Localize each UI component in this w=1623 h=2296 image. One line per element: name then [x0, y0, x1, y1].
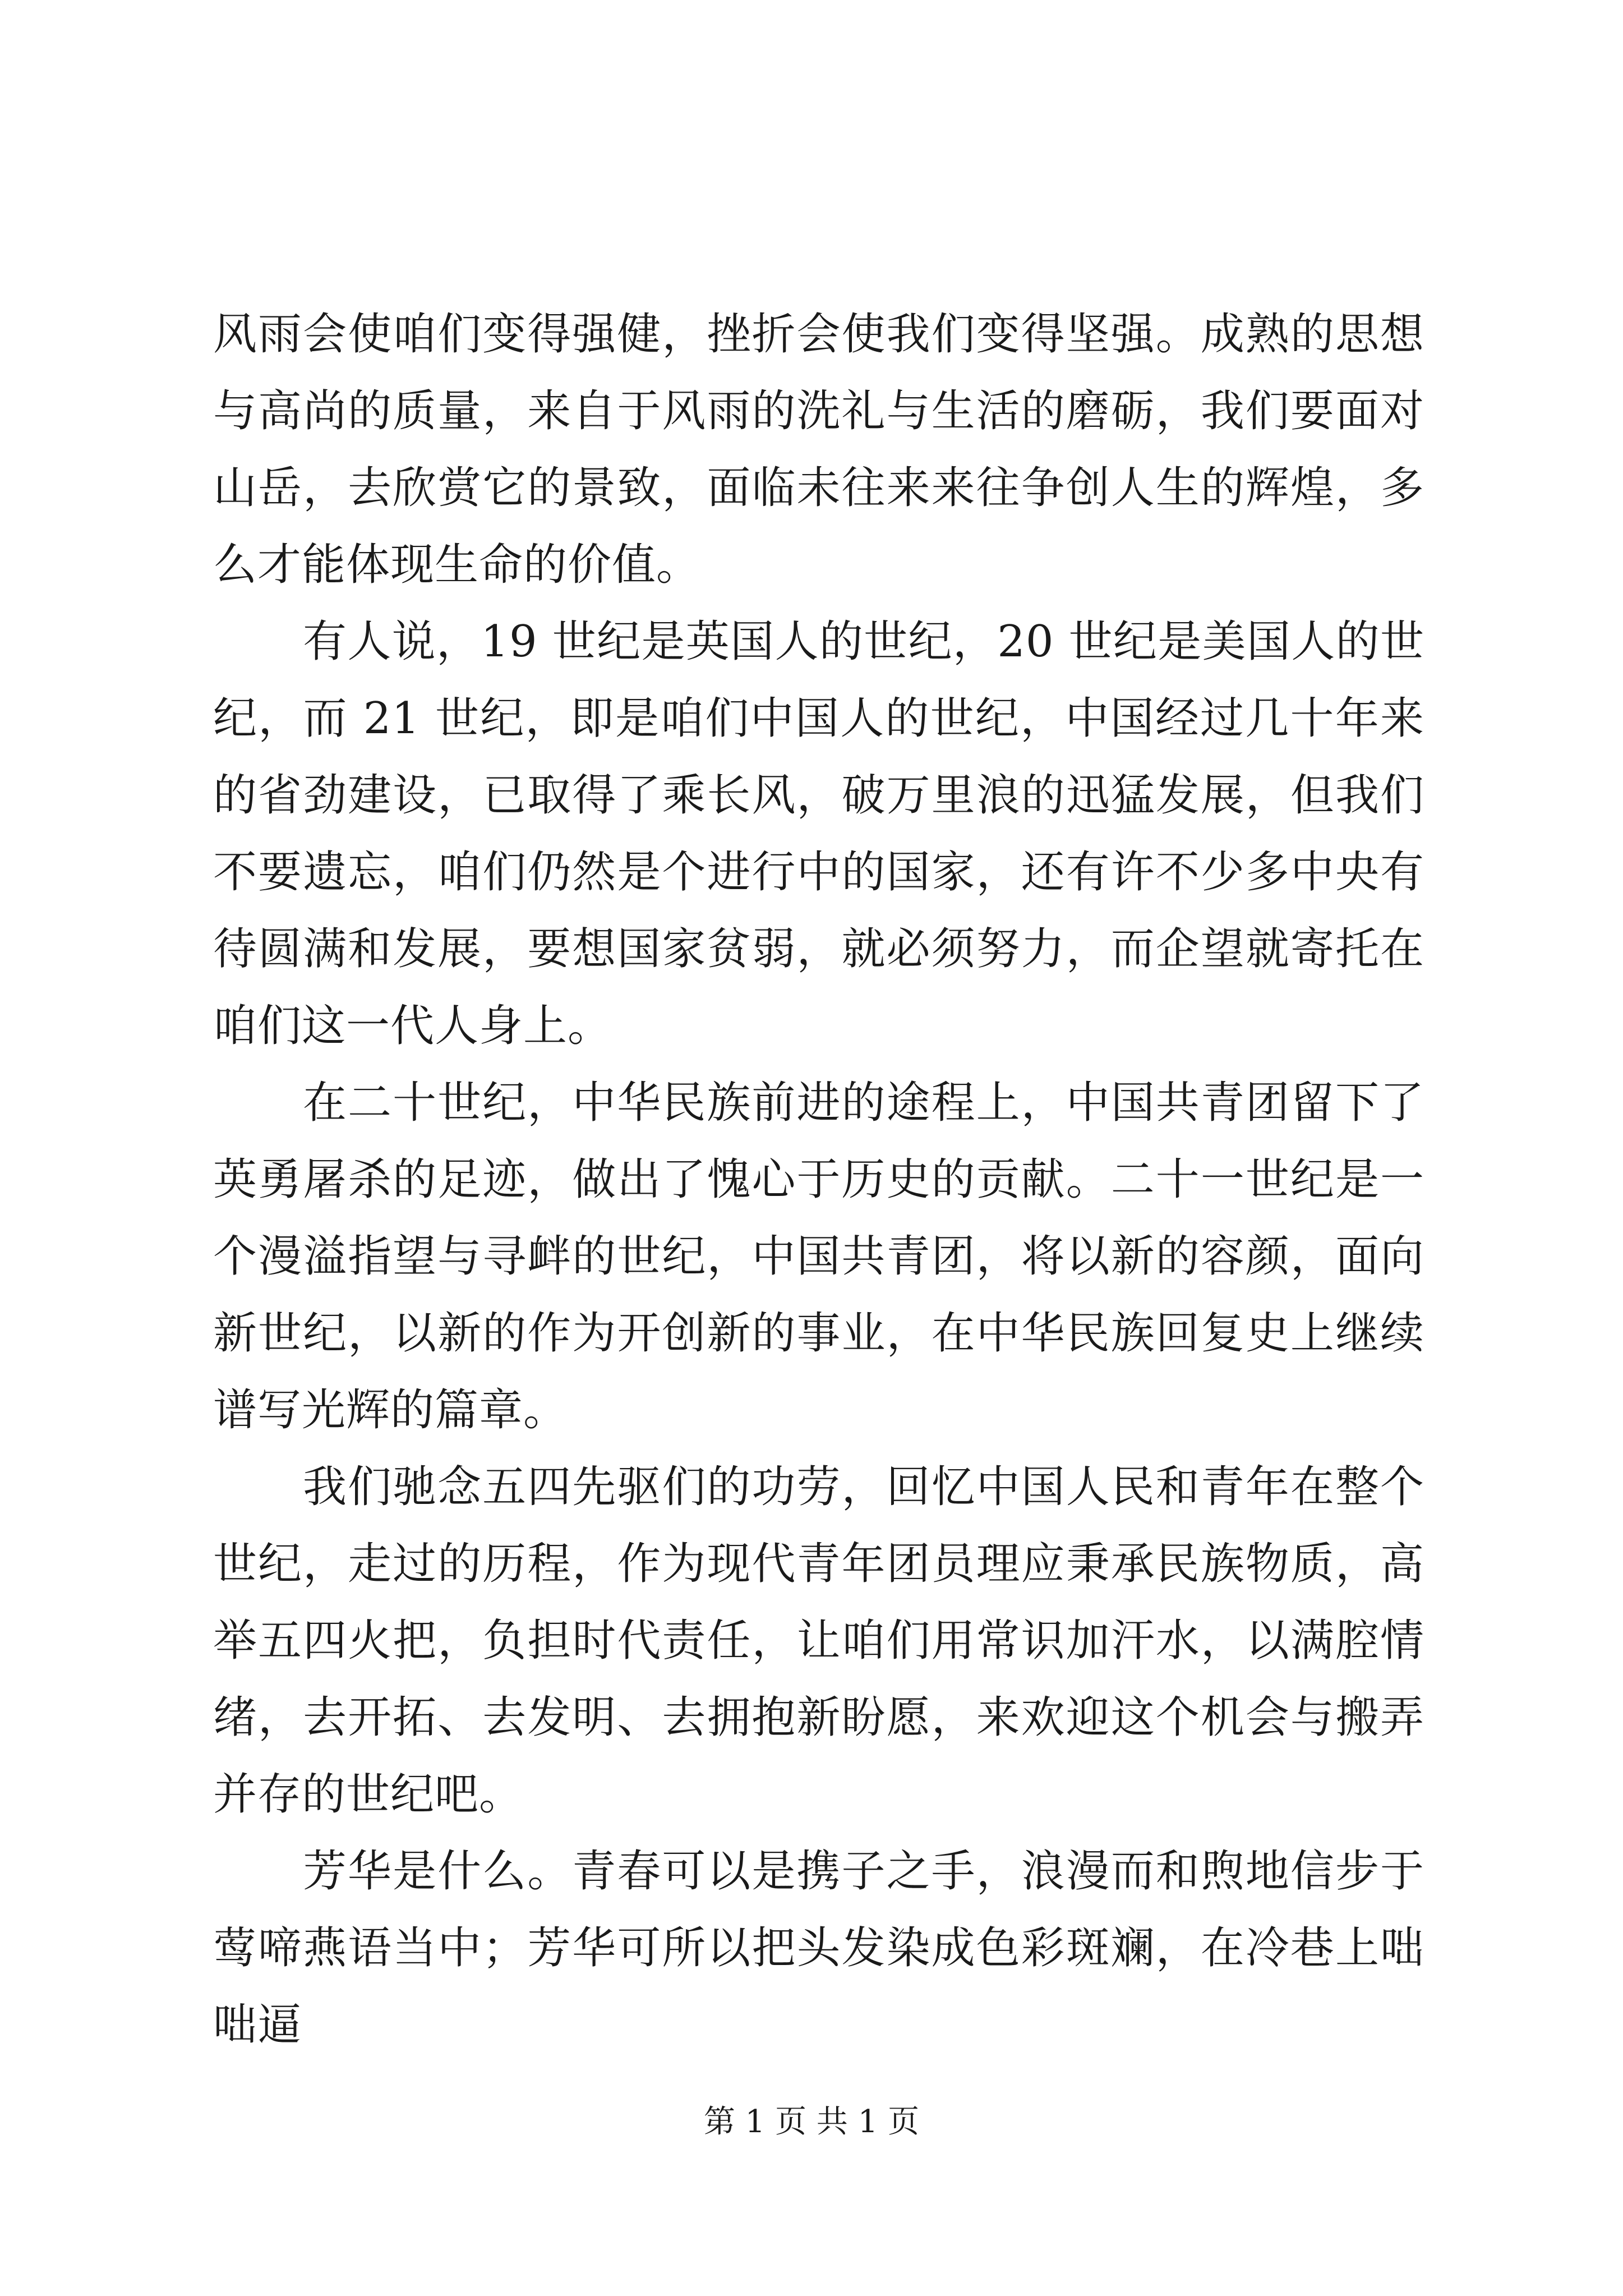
- paragraph-3: 在二十世纪，中华民族前进的途程上，中国共青团留下了英勇屠杀的足迹，做出了愧心于历史的贡献。二十一世纪是一个漫溢指望与寻衅的世纪，中国共青团，将以新的容颜，面向新世纪，以新的作为开创新的事业，在中华民族回复史上继续谱写光辉的篇章。: [213, 1078, 1424, 1435]
- page-number-footer: 第 1 页 共 1 页: [703, 2104, 920, 2140]
- paragraph-4: 我们驰念五四先驱们的功劳，回忆中国人民和青年在整个世纪，走过的历程，作为现代青年团员理应秉承民族物质，高举五四火把，负担时代责任，让咱们用常识加汗水，以满腔情绪，去开拓、去发明、去拥抱新盼愿，来欢迎这个机会与搬弄并存的世纪吧。: [213, 1462, 1424, 1820]
- document-body: [213, 296, 1424, 2064]
- paragraph-2: 有人说，19 世纪是英国人的世纪，20 世纪是美国人的世纪，而 21 世纪，即是咱们中国人的世纪，中国经过几十年来的省劲建设，已取得了乘长风，破万里浪的迅猛发展，但我们不要遗忘，咱们仍然是个进行中的国家，还有许不少多中央有待圆满和发展，要想国家贫弱，就必须努力，而企望就寄托在咱们这一代人身上。: [213, 616, 1424, 1051]
- paragraph-5: 芳华是什么。青春可以是携子之手，浪漫而和煦地信步于莺啼燕语当中；芳华可所以把头发染成色彩斑斓，在冷巷上咄咄逼: [213, 1846, 1424, 2050]
- paragraph-1: 风雨会使咱们变得强健，挫折会使我们变得坚强。成熟的思想与高尚的质量，来自于风雨的洗礼与生活的磨砺，我们要面对山岳，去欣赏它的景致，面临未往来来往争创人生的辉煌，多么才能体现生命的价值。: [213, 309, 1424, 590]
